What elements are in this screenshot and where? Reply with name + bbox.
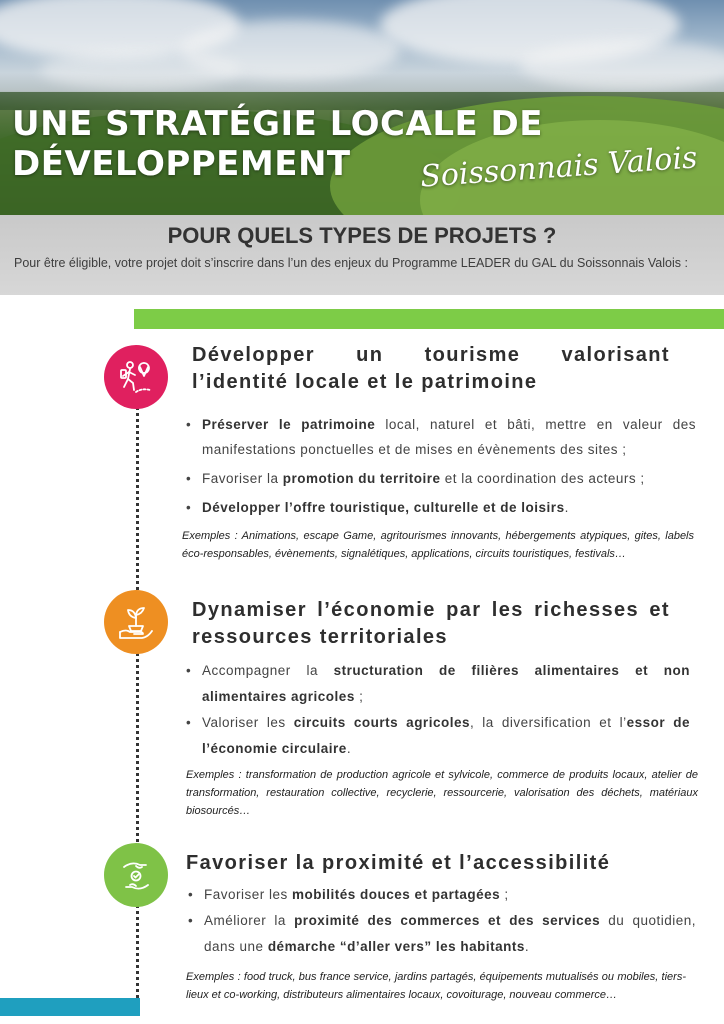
- brand-script: Soissonnais Valois: [419, 140, 699, 195]
- sprout-hand-icon: [104, 590, 168, 654]
- bullet-text: .: [564, 500, 569, 515]
- accent-bar: [134, 309, 724, 329]
- question-intro: Pour être éligible, votre projet doit s’inscrire dans l’un des enjeux du Programme LEADER du GAL du Soissonnais Valois :: [14, 256, 688, 270]
- bullet-bold: démarche “d’aller vers” les habitants: [267, 939, 525, 954]
- bullet-text: .: [346, 741, 352, 756]
- bullet-text: Favoriser la: [202, 471, 283, 486]
- header-banner: [0, 0, 724, 215]
- bullet-text: Améliorer la: [204, 913, 295, 928]
- examples-tourism: Exemples : Animations, escape Game, agritourismes innovants, hébergements atypiques, gites, labels éco-responsables, évènements, signalétiques, applications, circuits touristiques, festivals…: [182, 530, 694, 560]
- section-title-proximity: Favoriser la proximité et l’accessibilité: [186, 852, 611, 874]
- question-band: [0, 215, 724, 295]
- bullet-text: du quotidien, dans une: [204, 913, 696, 954]
- bullet-text: Accompagner la: [202, 663, 334, 678]
- bullet-text: .: [524, 939, 530, 954]
- bullet-bold: mobilités douces et partagées: [292, 887, 501, 902]
- cloud-shape: [520, 40, 724, 90]
- banner-title-line2: DÉVELOPPEMENT: [12, 144, 351, 184]
- bullet-bold: Préserver le patrimoine: [202, 417, 376, 432]
- cloud-shape: [40, 50, 240, 90]
- list-item: [186, 495, 696, 520]
- section-title-economy: Dynamiser l’économie par les richesses et ressources territoriales: [192, 599, 670, 648]
- hiker-icon: [104, 345, 168, 409]
- bullet-bold: essor de l’économie circulaire: [202, 715, 691, 756]
- bullet-text: Favoriser les: [204, 887, 293, 902]
- bullet-bold: proximité des commerces et des services: [294, 913, 601, 928]
- examples-economy: Exemples : transformation de production agricole et sylvicole, commerce de produits locaux, atelier de transformation, restauration collective, recyclerie, ressourcerie, valorisation des déchets, matériaux biosourcés…: [186, 769, 698, 817]
- bullet-list-economy: [186, 658, 690, 762]
- list-item: [188, 882, 696, 908]
- list-item: [186, 658, 690, 710]
- bullet-text: Valoriser les: [202, 715, 294, 730]
- bullet-bold: circuits courts agricoles: [293, 715, 470, 730]
- list-item: [186, 710, 690, 762]
- bullet-text: , la diversification et l’: [469, 715, 627, 730]
- bullet-text: ;: [500, 887, 509, 902]
- bullet-bold: Développer l’offre touristique, culturelle et de loisirs: [202, 500, 565, 515]
- list-item: [186, 466, 696, 491]
- examples-proximity: Exemples : food truck, bus france service, jardins partagés, équipements mutualisés ou mobiles, tiers-lieux et co-working, distributeurs alimentaires locaux, covoiturage, nouveau commerce…: [186, 971, 686, 1001]
- footer-accent-bar: [0, 998, 140, 1016]
- section-title-tourism: Développer un tourisme valorisant l’identité locale et le patrimoine: [192, 344, 670, 393]
- bullet-bold: structuration de filières alimentaires et non alimentaires agricoles: [202, 663, 690, 704]
- question-title: POUR QUELS TYPES DE PROJETS ?: [167, 223, 557, 248]
- list-item: [188, 908, 696, 960]
- banner-title-line1: UNE STRATÉGIE LOCALE DE: [12, 104, 543, 144]
- timeline-dotted-line: [136, 400, 139, 1010]
- bullet-list-proximity: [188, 882, 696, 960]
- bullet-text: local, naturel et bâti, mettre en valeur des manifestations ponctuelles et de mises en évènements des sites ;: [202, 417, 697, 457]
- list-item: [186, 412, 696, 462]
- bullet-text: et la coordination des acteurs ;: [440, 471, 645, 486]
- bullet-text: ;: [354, 689, 364, 704]
- bullet-list-tourism: [186, 412, 696, 524]
- helping-hands-icon: [104, 843, 168, 907]
- bullet-bold: promotion du territoire: [282, 471, 441, 486]
